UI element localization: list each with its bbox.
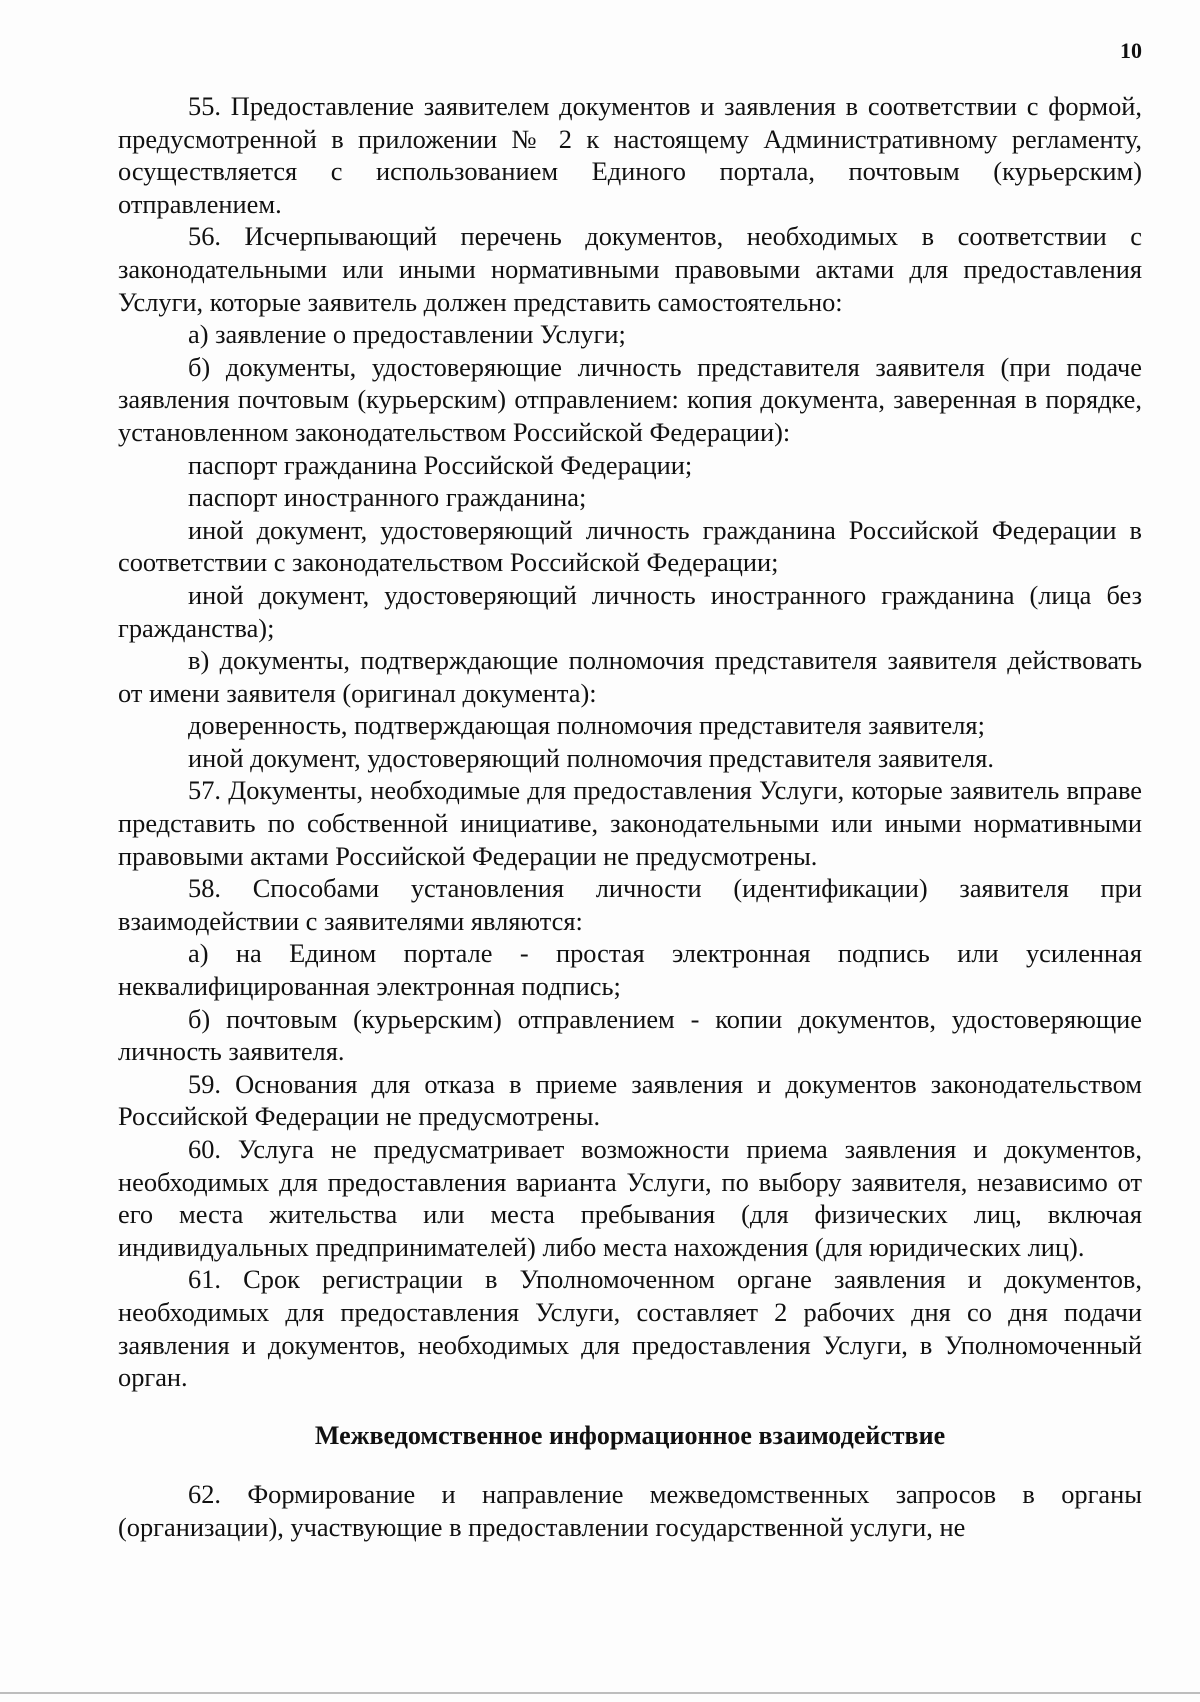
paragraph-56-item-v: в) документы, подтверждающие полномочия представителя заявителя действовать от имени заявителя (оригинал документа):: [118, 645, 1142, 708]
paragraph-56-item-b: б) документы, удостоверяющие личность представителя заявителя (при подаче заявления почтовым (курьерским) отправлением: копия документа, заверенная в порядке, установленном законодательством Российской Федерации):: [118, 351, 1142, 447]
list-item-other-doc-foreign: иной документ, удостоверяющий личность иностранного гражданина (лица без гражданства);: [118, 579, 1142, 643]
paragraph-60: 60. Услуга не предусматривает возможности приема заявления и документов, необходимых для предоставления варианта Услуги, по выбору заявителя, независимо от его места жительства или места пребывания (для физических лиц, включая индивидуальных предпринимателей) либо места нахождения (для юридических лиц).: [118, 1134, 1142, 1262]
paragraph-55: 55. Предоставление заявителем документов и заявления в соответствии с формой, предусмотренной в приложении № 2 к настоящему Административному регламенту, осуществляется с использованием Единого портала, почтовым (курьерским) отправлением.: [118, 91, 1142, 219]
list-item-other-authority-doc: иной документ, удостоверяющий полномочия представителя заявителя.: [188, 742, 994, 773]
document-body: [118, 90, 1142, 1544]
paragraph-58-item-b: б) почтовым (курьерским) отправлением - копии документов, удостоверяющие личность заявителя.: [118, 1003, 1142, 1067]
scan-edge-line: [0, 1692, 1200, 1694]
paragraph-56-item-a: а) заявление о предоставлении Услуги;: [188, 319, 626, 350]
paragraph-57: 57. Документы, необходимые для предоставления Услуги, которые заявитель вправе представить по собственной инициативе, законодательными или иными нормативными правовыми актами Российской Федерации не предусмотрены.: [118, 775, 1142, 871]
paragraph-58: 58. Способами установления личности (идентификации) заявителя при взаимодействии с заявителями являются:: [118, 873, 1142, 936]
page-number: 10: [1120, 38, 1142, 63]
paragraph-56: 56. Исчерпывающий перечень документов, необходимых в соответствии с законодательными или иными нормативными правовыми актами для предоставления Услуги, которые заявитель должен представить самостоятельно:: [118, 221, 1142, 317]
list-item-other-doc-rf: иной документ, удостоверяющий личность гражданина Российской Федерации в соответствии с законодательством Российской Федерации;: [118, 514, 1142, 578]
section-heading: Межведомственное информационное взаимодействие: [314, 1420, 946, 1450]
paragraph-61: 61. Срок регистрации в Уполномоченном органе заявления и документов, необходимых для предоставления Услуги, составляет 2 рабочих дня со дня подачи заявления и документов, необходимых для предоставления Услуги, в Уполномоченный орган.: [118, 1264, 1142, 1393]
list-item-passport-rf: паспорт гражданина Российской Федерации;: [188, 449, 693, 480]
paragraph-58-item-a: а) на Едином портале - простая электронная подпись или усиленная неквалифицированная электронная подпись;: [118, 938, 1142, 1002]
paragraph-62: 62. Формирование и направление межведомственных запросов в органы (организации), участвующие в предоставлении государственной услуги, не: [118, 1479, 1142, 1542]
list-item-passport-foreign: паспорт иностранного гражданина;: [188, 482, 587, 513]
list-item-power-of-attorney: доверенность, подтверждающая полномочия представителя заявителя;: [188, 710, 985, 741]
paragraph-59: 59. Основания для отказа в приеме заявления и документов законодательством Российской Федерации не предусмотрены.: [118, 1068, 1142, 1132]
